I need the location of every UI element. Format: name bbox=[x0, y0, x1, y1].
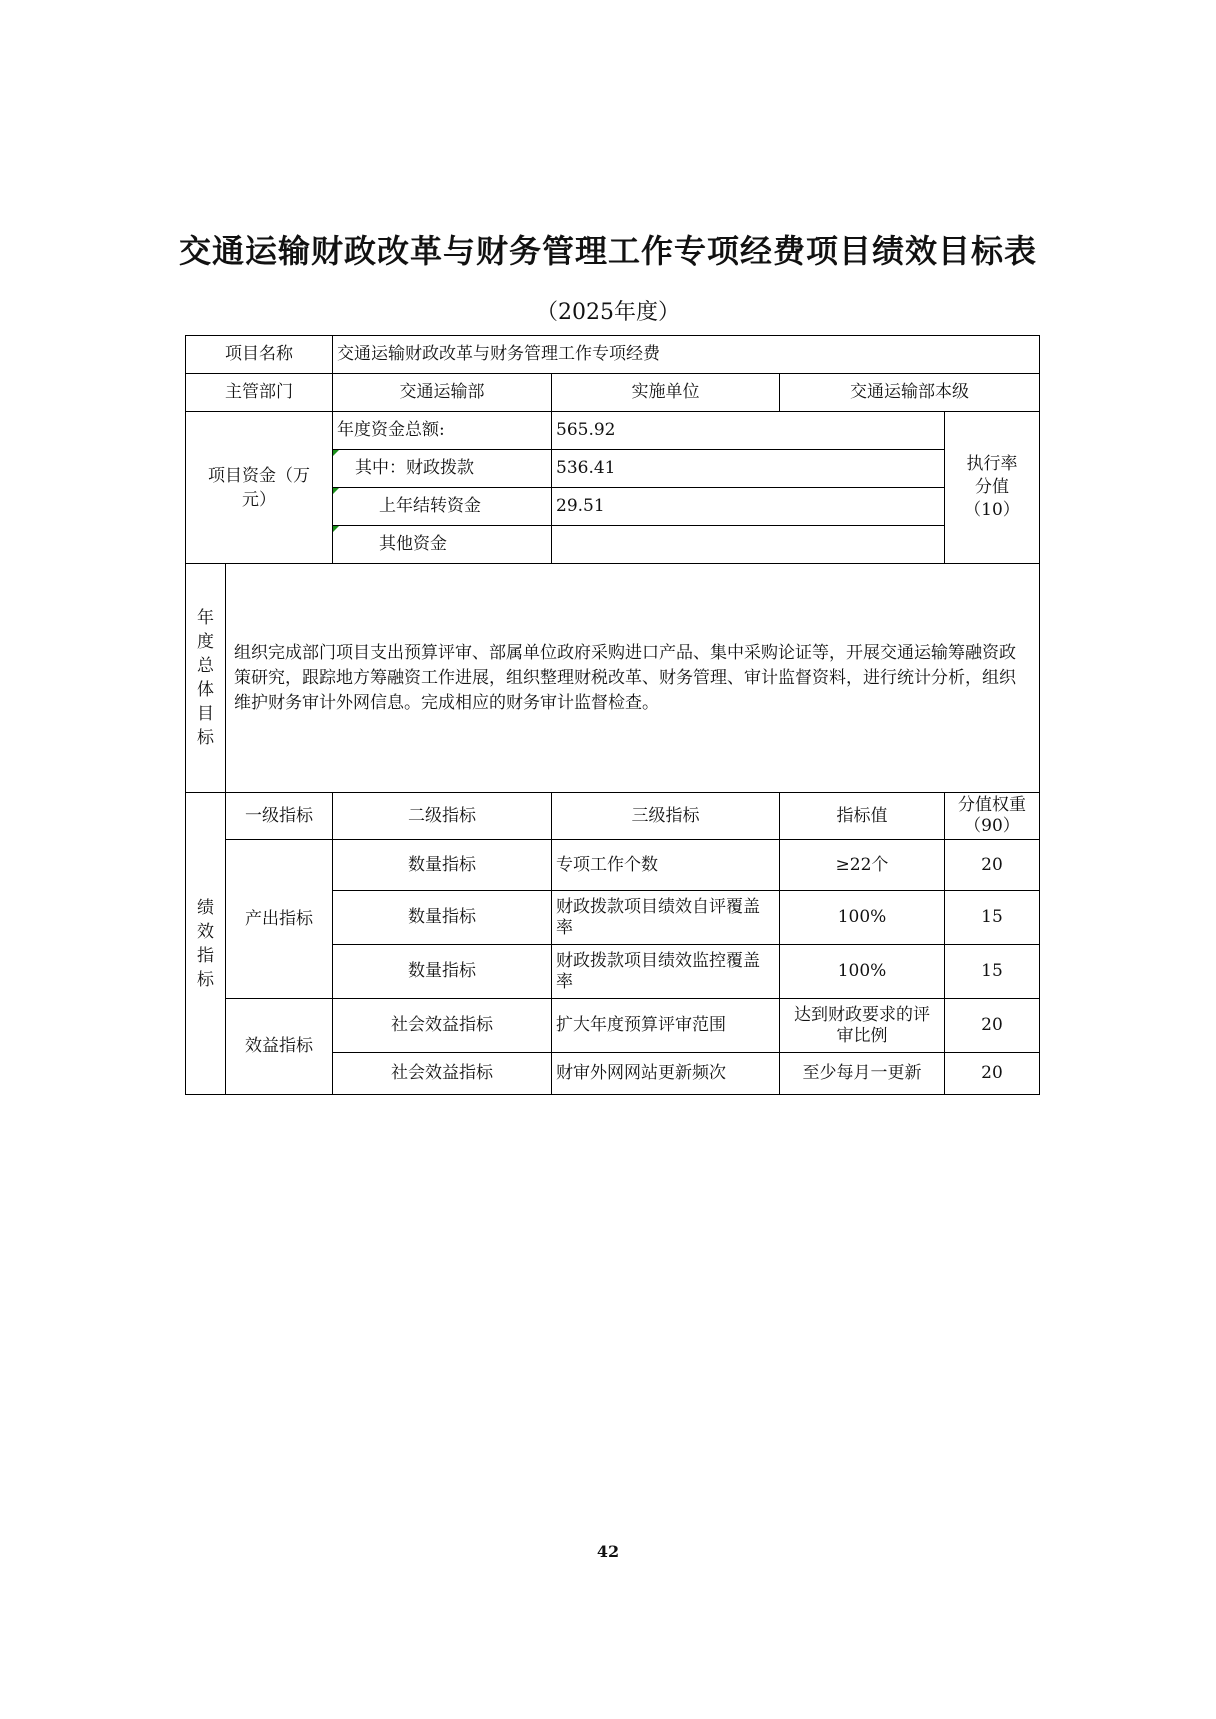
level2-cell: 数量指标 bbox=[333, 891, 552, 945]
funds-other-value bbox=[552, 526, 945, 564]
weight-cell: 20 bbox=[945, 999, 1040, 1053]
page-number: 42 bbox=[596, 1542, 620, 1561]
project-name-value: 交通运输财政改革与财务管理工作专项经费 bbox=[333, 336, 1040, 374]
header-level2: 二级指标 bbox=[333, 793, 552, 840]
header-weight-text: 分值权重（90） bbox=[958, 795, 1026, 836]
indicators-label bbox=[186, 793, 226, 1095]
impl-unit-value: 交通运输部本级 bbox=[780, 374, 1040, 412]
level2-cell: 社会效益指标 bbox=[333, 1053, 552, 1095]
dept-label: 主管部门 bbox=[186, 374, 333, 412]
funds-total-value: 565.92 bbox=[552, 412, 945, 450]
level3-cell: 财政拨款项目绩效自评覆盖率 bbox=[552, 891, 780, 945]
level3-cell: 扩大年度预算评审范围 bbox=[552, 999, 780, 1053]
funds-label-text: 项目资金（万元） bbox=[208, 465, 310, 510]
level2-cell: 社会效益指标 bbox=[333, 999, 552, 1053]
value-cell: 至少每月一更新 bbox=[780, 1053, 945, 1095]
header-level1: 一级指标 bbox=[226, 793, 333, 840]
value-cell: 100% bbox=[780, 891, 945, 945]
level3-cell: 财政拨款项目绩效监控覆盖率 bbox=[552, 945, 780, 999]
annual-goal-label-text: 年度总体目标 bbox=[197, 608, 214, 748]
indicators-label-text: 绩效指标 bbox=[197, 897, 214, 990]
project-name-label: 项目名称 bbox=[186, 336, 333, 374]
department-row bbox=[186, 374, 1040, 412]
execution-score-label bbox=[945, 412, 1040, 564]
funds-carryover-label: 上年结转资金 bbox=[333, 488, 552, 526]
header-value: 指标值 bbox=[780, 793, 945, 840]
level3-cell: 财审外网网站更新频次 bbox=[552, 1053, 780, 1095]
level2-cell: 数量指标 bbox=[333, 840, 552, 891]
annual-goal-label bbox=[186, 564, 226, 793]
level3-cell: 专项工作个数 bbox=[552, 840, 780, 891]
level2-cell: 数量指标 bbox=[333, 945, 552, 999]
project-name-row bbox=[186, 336, 1040, 374]
level1-output: 产出指标 bbox=[226, 840, 333, 999]
indicator-header-row bbox=[186, 793, 1040, 840]
weight-cell: 20 bbox=[945, 840, 1040, 891]
indicator-row bbox=[186, 840, 1040, 891]
impl-unit-label: 实施单位 bbox=[552, 374, 780, 412]
level1-benefit: 效益指标 bbox=[226, 999, 333, 1095]
weight-cell: 15 bbox=[945, 891, 1040, 945]
funds-fiscal-value: 536.41 bbox=[552, 450, 945, 488]
value-cell-text: 达到财政要求的评审比例 bbox=[794, 1004, 930, 1046]
document-title: 交通运输财政改革与财务管理工作专项经费项目绩效目标表 bbox=[178, 232, 1037, 270]
value-cell bbox=[780, 999, 945, 1053]
header-weight bbox=[945, 793, 1040, 840]
value-cell: 100% bbox=[780, 945, 945, 999]
value-cell: ≥22个 bbox=[780, 840, 945, 891]
funds-carryover-value: 29.51 bbox=[552, 488, 945, 526]
performance-table bbox=[185, 335, 1040, 1095]
indicator-row bbox=[186, 999, 1040, 1053]
dept-value: 交通运输部 bbox=[333, 374, 552, 412]
weight-cell: 15 bbox=[945, 945, 1040, 999]
execution-score-text: 执行率分值（10） bbox=[964, 454, 1020, 520]
weight-cell: 20 bbox=[945, 1053, 1040, 1095]
funds-label bbox=[186, 412, 333, 564]
annual-goal-text: 组织完成部门项目支出预算评审、部属单位政府采购进口产品、集中采购论证等，开展交通运输筹融资政策研究，跟踪地方筹融资工作进展，组织整理财税改革、财务管理、审计监督资料，进行统计分析，组织维护财务审计外网信息。完成相应的财务审计监督检查。 bbox=[226, 564, 1040, 793]
funds-other-label: 其他资金 bbox=[333, 526, 552, 564]
annual-goal-row bbox=[186, 564, 1040, 793]
header-level3: 三级指标 bbox=[552, 793, 780, 840]
document-subtitle: （2025年度） bbox=[536, 300, 680, 325]
funds-fiscal-label: 其中：财政拨款 bbox=[333, 450, 552, 488]
funds-total-label: 年度资金总额: bbox=[333, 412, 552, 450]
funds-total-row bbox=[186, 412, 1040, 450]
